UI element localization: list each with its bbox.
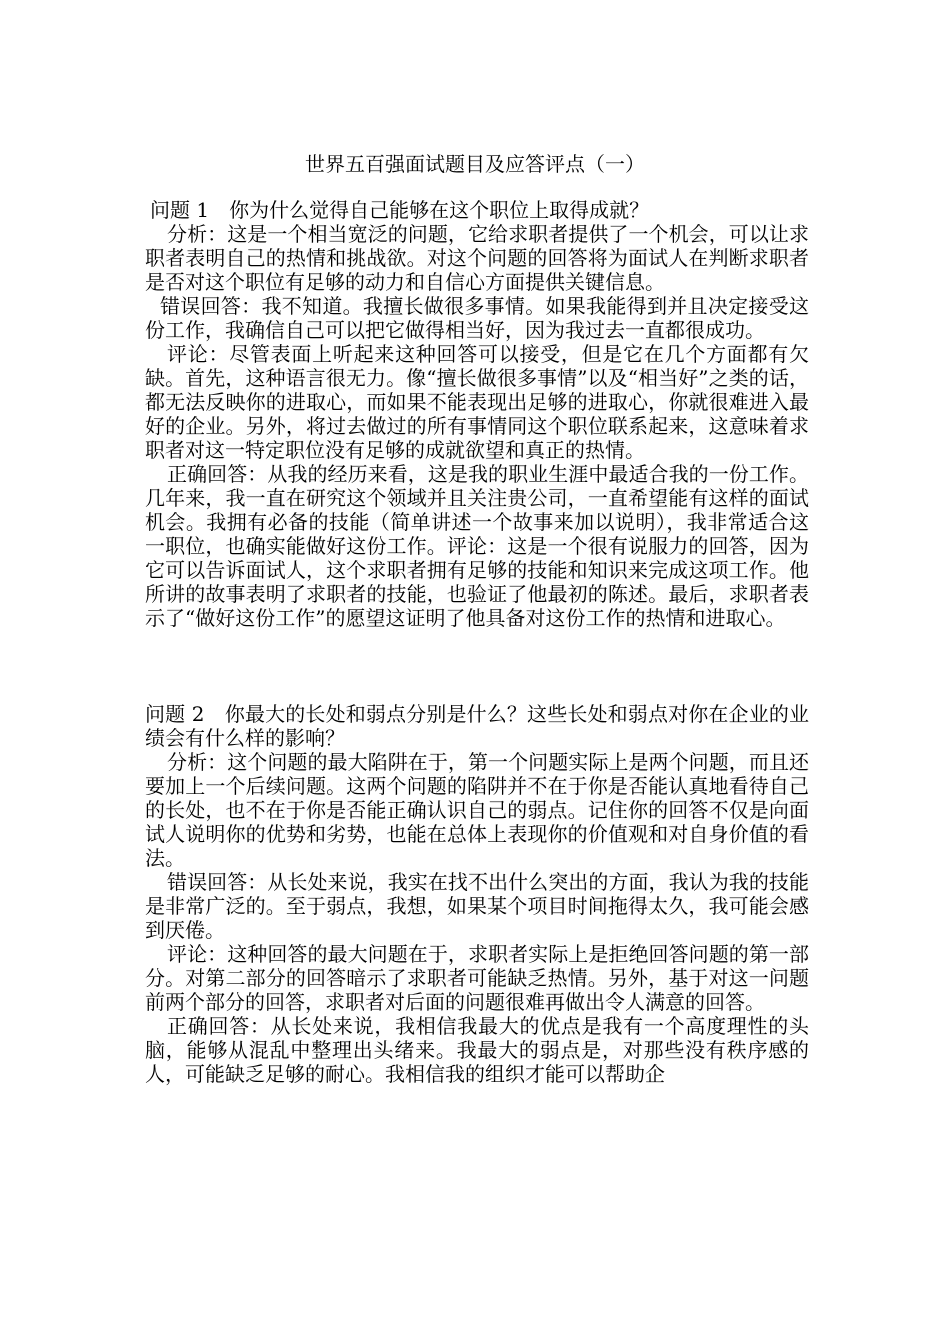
question-1-heading: 问题 1 你为什么觉得自己能够在这个职位上取得成就？ xyxy=(150,198,650,222)
question-1-wrong-answer: 错误回答：我不知道。我擅长做很多事情。如果我能得到并且决定接受这份工作，我确信自己可以把它做得相当好，因为我过去一直都很成功。 xyxy=(145,294,809,342)
document-title: 世界五百强面试题目及应答评点（一） xyxy=(305,152,645,176)
section-spacer xyxy=(145,630,809,702)
question-2-comment: 评论：这种回答的最大问题在于，求职者实际上是拒绝回答问题的第一部分。对第二部分的回答暗示了求职者可能缺乏热情。另外，基于对这一问题前两个部分的回答，求职者对后面的问题很难再做出令人满意的回答。 xyxy=(145,942,809,1014)
question-2-heading: 问题 2 你最大的长处和弱点分别是什么？这些长处和弱点对你在企业的业绩会有什么样的影响？ xyxy=(145,702,809,750)
question-2-analysis: 分析：这个问题的最大陷阱在于，第一个问题实际上是两个问题，而且还要加上一个后续问题。这两个问题的陷阱并不在于你是否能认真地看待自己的长处，也不在于你是否能正确认识自己的弱点。记住你的回答不仅是向面试人说明你的优势和劣势，也能在总体上表现你的价值观和对自身价值的看法。 xyxy=(145,750,809,870)
question-2-wrong-answer: 错误回答：从长处来说，我实在找不出什么突出的方面，我认为我的技能是非常广泛的。至于弱点，我想，如果某个项目时间拖得太久，我可能会感到厌倦。 xyxy=(145,870,809,942)
question-1-comment: 评论：尽管表面上听起来这种回答可以接受，但是它在几个方面都有欠缺。首先，这种语言很无力。像“擅长做很多事情”以及“相当好”之类的话，都无法反映你的进取心，而如果不能表现出足够的进取心，你就很难进入最好的企业。另外，将过去做过的所有事情同这个职位联系起来，这意味着求职者对这一特定职位没有足够的成就欲望和真正的热情。 xyxy=(145,342,809,462)
document-body xyxy=(145,198,809,1086)
question-1-analysis: 分析：这是一个相当宽泛的问题，它给求职者提供了一个机会，可以让求职者表明自己的热情和挑战欲。对这个问题的回答将为面试人在判断求职者是否对这个职位有足够的动力和自信心方面提供关键信息。 xyxy=(145,222,809,294)
question-1-correct-answer: 正确回答：从我的经历来看，这是我的职业生涯中最适合我的一份工作。几年来，我一直在研究这个领域并且关注贵公司，一直希望能有这样的面试机会。我拥有必备的技能（简单讲述一个故事来加以说明），我非常适合这一职位，也确实能做好这份工作。评论：这是一个很有说服力的回答，因为它可以告诉面试人，这个求职者拥有足够的技能和知识来完成这项工作。他所讲的故事表明了求职者的技能，也验证了他最初的陈述。最后，求职者表示了“做好这份工作”的愿望这证明了他具备对这份工作的热情和进取心。 xyxy=(145,462,809,630)
question-2-correct-answer: 正确回答：从长处来说，我相信我最大的优点是我有一个高度理性的头脑，能够从混乱中整理出头绪来。我最大的弱点是，对那些没有秩序感的人，可能缺乏足够的耐心。我相信我的组织才能可以帮助企 xyxy=(145,1014,809,1086)
